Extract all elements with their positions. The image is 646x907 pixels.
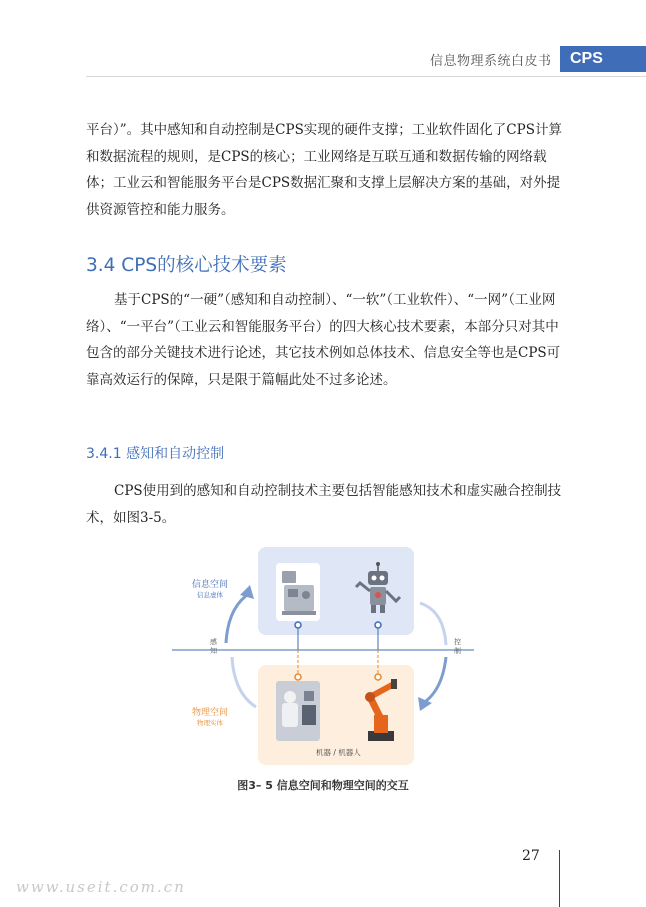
paragraph-core-elements: 基于CPS的“一硬”（感知和自动控制）、“一软”（工业软件）、“一网”（工业网络）、“一平台”（工业云和智能服务平台）的四大核心技术要素，本部分只对其中包含的部分关键技术进行论述，其它技术例如总体技术、信息安全等也是CPS可靠高效运行的保障，只是限于篇幅此处不过多论述。: [86, 292, 561, 388]
page-number: 27: [522, 848, 540, 864]
header-title: 信息物理系统白皮书: [430, 54, 552, 69]
sense-label: 感 知: [210, 638, 217, 655]
physical-space-title: 物理空间: [192, 708, 229, 718]
cyber-space-subtitle: 信息虚体: [197, 591, 223, 599]
cyber-node-right: [375, 622, 381, 628]
section-heading: 3.4 CPS的核心技术要素: [86, 255, 287, 276]
control-label: 控 制: [454, 638, 461, 655]
figure-caption: 图3– 5 信息空间和物理空间的交互: [237, 779, 409, 792]
physical-node-left: [295, 674, 301, 680]
cyber-node-left: [295, 622, 301, 628]
header-divider: [86, 76, 646, 77]
physical-space-subtitle: 物理实体: [197, 719, 223, 727]
subsection-heading: 3.4.1 感知和自动控制: [86, 446, 225, 462]
physical-node-right: [375, 674, 381, 680]
cyber-space-title: 信息空间: [192, 580, 229, 590]
paragraph-intro: 平台）”。其中感知和自动控制是CPS实现的硬件支撑；工业软件固化了CPS计算和数据流程的规则，是CPS的核心；工业网络是互联互通和数据传输的网络载体；工业云和智能服务平台是CPS数据汇聚和支撑上层解决方案的基础，对外提供资源管控和能力服务。: [86, 122, 562, 218]
page-number-rule: [559, 850, 560, 907]
paragraph-sensing-control: CPS使用到的感知和自动控制技术主要包括智能感知技术和虚实融合控制技术，如图3-5。: [86, 483, 562, 526]
header-badge: CPS: [560, 46, 646, 72]
watermark: www.useit.com.cn: [16, 878, 186, 896]
lab-photo: [276, 681, 320, 741]
machine-label: 机器 / 机器人: [316, 748, 361, 757]
cps-interaction-figure: [170, 545, 480, 770]
